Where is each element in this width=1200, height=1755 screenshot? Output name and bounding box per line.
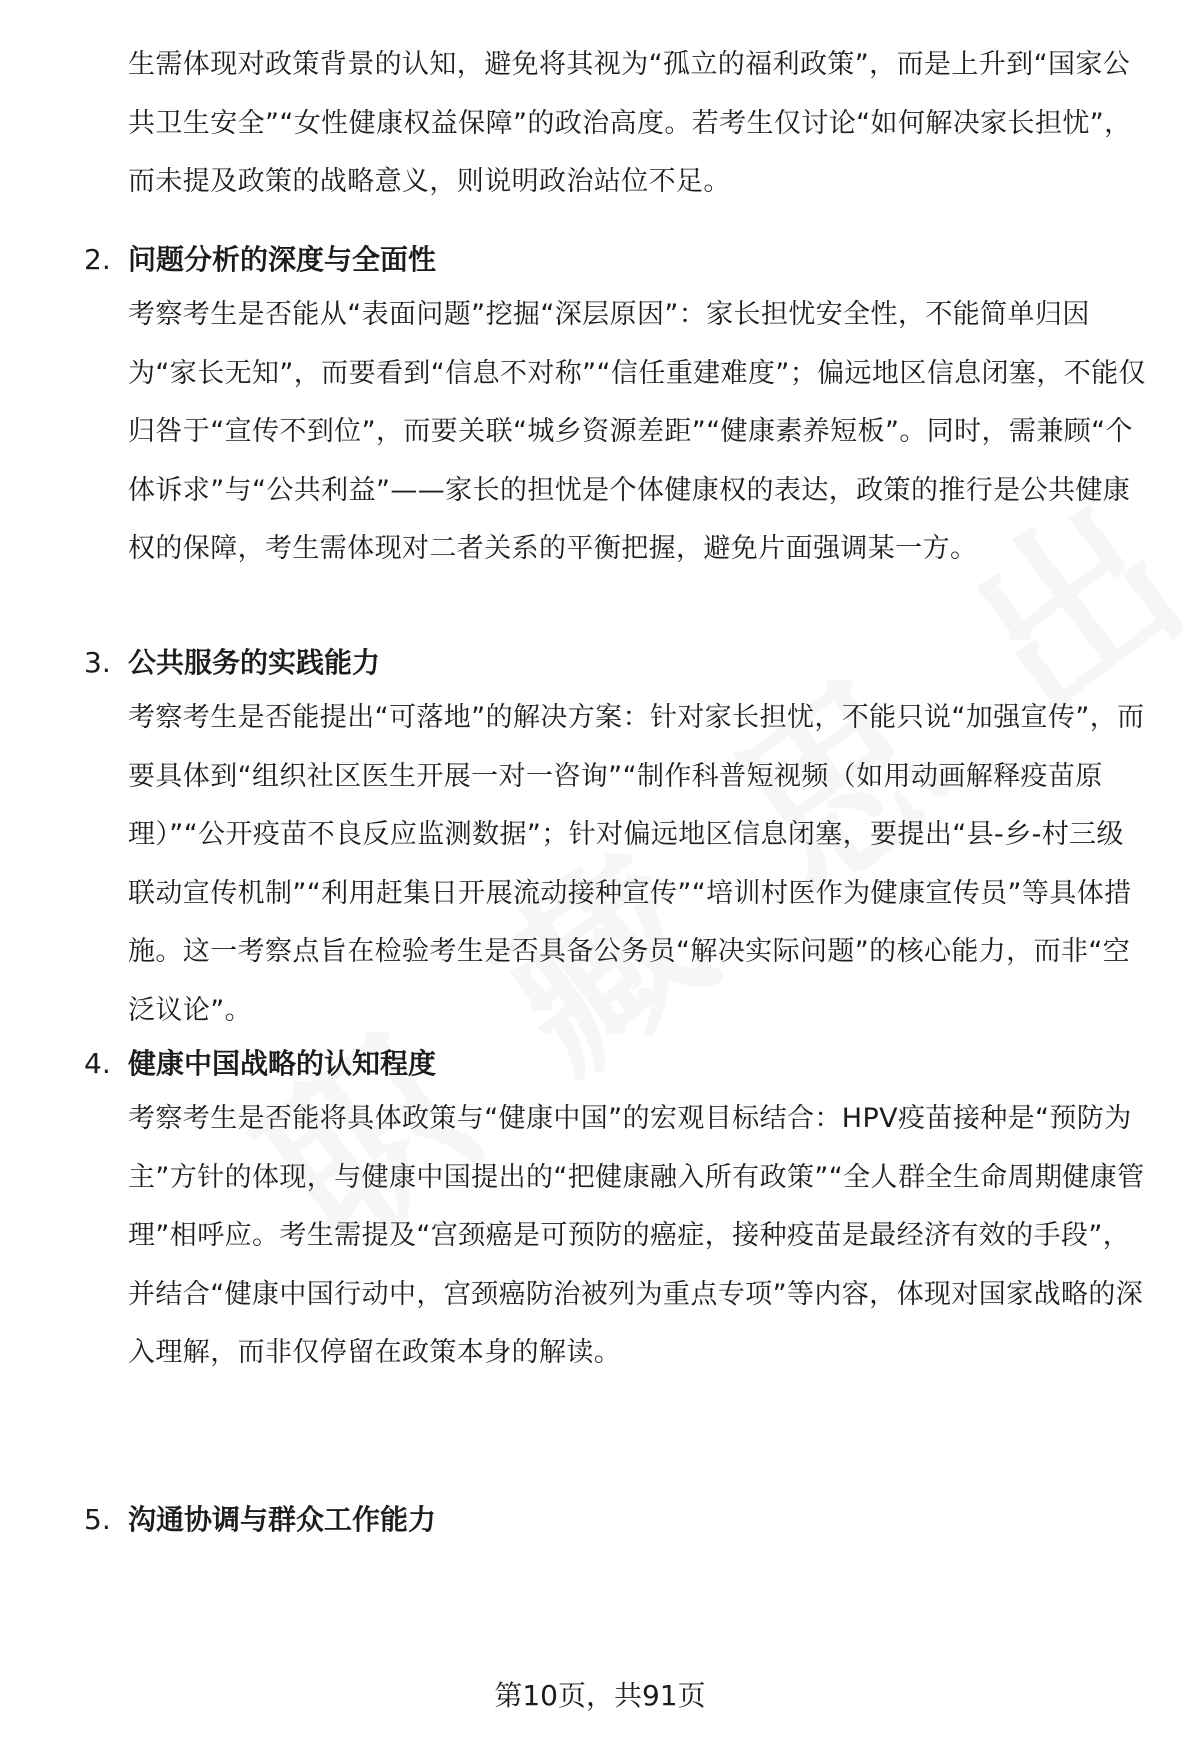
section-title: 问题分析的深度与全面性	[128, 243, 437, 276]
section-title: 健康中国战略的认知程度	[128, 1047, 437, 1080]
section-number: 5.	[84, 1503, 111, 1536]
intro-paragraph: 生需体现对政策背景的认知，避免将其视为“孤立的福利政策”，而是上升到“国家公共卫生安全”“女性健康权益保障”的政治高度。若考生仅讨论“如何解决家长担忧”，而未提及政策的战略意义，则说明政治站位不足。	[128, 49, 1132, 197]
page-footer: 第10页，共91页	[494, 1679, 706, 1712]
section-number: 4.	[84, 1047, 111, 1080]
section-body-4: 考察考生是否能将具体政策与“健康中国”的宏观目标结合：HPV疫苗接种是“预防为主”方针的体现，与健康中国提出的“把健康融入所有政策”“全人群全生命周期健康管理”相呼应。考生需提及“宫颈癌是可预防的癌症，接种疫苗是最经济有效的手段”，并结合“健康中国行动中，宫颈癌防治被列为重点专项”等内容，体现对国家战略的深入理解，而非仅停留在政策本身的解读。	[128, 1103, 1145, 1368]
section-heading-5	[84, 1500, 984, 1540]
section-heading-2	[84, 240, 984, 280]
section-title: 公共服务的实践能力	[128, 646, 381, 679]
section-title: 沟通协调与群众工作能力	[128, 1503, 437, 1536]
section-body-2: 考察考生是否能从“表面问题”挖掘“深层原因”：家长担忧安全性，不能简单归因为“家长无知”，而要看到“信息不对称”“信任重建难度”；偏远地区信息闭塞，不能仅归咎于“宣传不到位”，而要关联“城乡资源差距”“健康素养短板”。同时，需兼顾“个体诉求”与“公共利益”——家长的担忧是个体健康权的表达，政策的推行是公共健康权的保障，考生需体现对二者关系的平衡把握，避免片面强调某一方。	[128, 299, 1146, 564]
section-heading-4	[84, 1044, 984, 1084]
section-number: 3.	[84, 646, 111, 679]
section-number: 2.	[84, 243, 111, 276]
section-body-3: 考察考生是否能提出“可落地”的解决方案：针对家长担忧，不能只说“加强宣传”，而要具体到“组织社区医生开展一对一咨询”“制作科普短视频（如用动画解释疫苗原理）”“公开疫苗不良反应监测数据”；针对偏远地区信息闭塞，要提出“县-乡-村三级联动宣传机制”“利用赶集日开展流动接种宣传”“培训村医作为健康宣传员”等具体措施。这一考察点旨在检验考生是否具备公务员“解决实际问题”的核心能力，而非“空泛议论”。	[128, 702, 1145, 1026]
section-heading-3	[84, 643, 984, 683]
